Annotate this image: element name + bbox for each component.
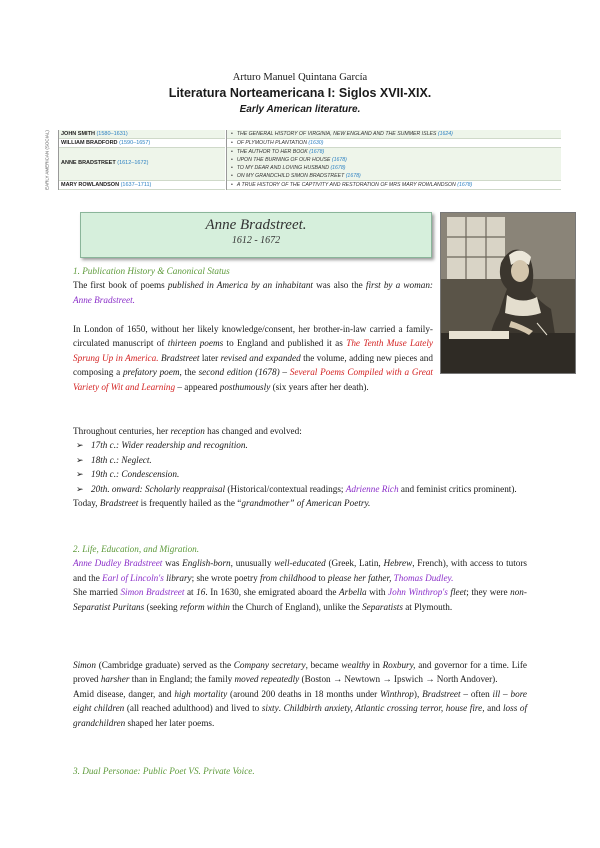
work-row <box>227 130 561 139</box>
section-2-family <box>73 658 527 730</box>
paragraph: In London of 1650, without her likely knowledge/consent, her brother-in-law carried a family-circulated manuscript of thirteen poems to England and published it as The Tenth Muse Lately Sprung Up in America. Bradstreet later revised and expanded the volume, adding new pieces and composing a prefatory poem, the second edition (1678) – Several Poems Compiled with a Great Variety of Wit and Learning – appeared posthumously (six years after her death). <box>73 324 434 392</box>
author-row <box>59 139 225 148</box>
portrait-illustration <box>441 213 575 373</box>
work-row <box>227 139 561 148</box>
author-row <box>59 181 225 190</box>
paragraph: Amid disease, danger, and high mortality (around 200 deaths in 18 months under Winthrop), Bradstreet – often ill – bore eight children (all reached adulthood) and lived to sixty. Childbirth anxiety, Atlantic crossing terror, house fire, and loss of grandchildren shaped her later poems. <box>73 688 528 728</box>
syllabus-works <box>226 130 561 190</box>
author-name-cell: MARY ROWLANDSON (1637–1711) <box>61 182 152 188</box>
section-heading: 1. Publication History & Canonical Status <box>73 266 230 276</box>
work-item: • THE AUTHOR TO HER BOOK (1678) <box>231 149 325 155</box>
portrait-engraving <box>440 212 576 374</box>
paragraph: Today, Bradstreet is frequently hailed as the “grandmother” of American Poetry. <box>73 498 371 509</box>
section-1-publication <box>73 322 433 394</box>
author-row <box>59 148 225 181</box>
syllabus-vertical-label: EARLY AMERICAN (SOCIAL) <box>44 130 50 190</box>
author-name-cell: WILLIAM BRADFORD (1590–1657) <box>61 140 151 146</box>
paragraph: Simon (Cambridge graduate) served as the Company secretary, became wealthy in Roxbury, and governor for a time. Life proved harsher than in England; the family moved repeatedly (Boston → Newtown → Ipswich → North Andover). <box>73 660 527 685</box>
list-item: ➢ 20th. onward: Scholarly reappraisal (Historical/contextual readings; Adrienne Rich and feminist critics prominent). <box>76 483 517 494</box>
section-1-reception <box>73 424 527 510</box>
author-lifespan: 1612 - 1672 <box>231 235 281 246</box>
course-title: Literatura Norteamericana I: Siglos XVII-XIX. <box>168 86 432 100</box>
work-row <box>227 181 561 190</box>
paragraph: Anne Dudley Bradstreet was English-born, unusually well-educated (Greek, Latin, Hebrew, French), with access to tutors and the Earl of Lincoln's library; she wrote poetry from childhood to please her father, Thomas Dudley. <box>73 558 527 583</box>
syllabus-table <box>40 130 560 190</box>
author-title-box <box>80 212 432 258</box>
work-item: • ON MY GRANDCHILD SIMON BRADSTREET (1678) <box>231 173 361 179</box>
section-1 <box>73 264 433 307</box>
course-subtitle: Early American literature. <box>239 104 361 115</box>
section-heading: 3. Dual Personae: Public Poet VS. Private Voice. <box>73 766 255 776</box>
paragraph: She married Simon Bradstreet at 16. In 1630, she emigrated aboard the Arbella with John Winthrop's fleet; they were non-Separatist Puritans (seeking reform within the Church of England), unlike the Separatists at Plymouth. <box>73 587 527 612</box>
list-item: ➢ 19th c.: Condescension. <box>76 469 180 480</box>
author-row <box>59 130 225 139</box>
work-row <box>227 148 561 181</box>
author-name-cell: JOHN SMITH (1580–1631) <box>61 131 128 137</box>
author-name-cell: ANNE BRADSTREET (1612–1672) <box>61 160 149 166</box>
list-item: ➢ 17th c.: Wider readership and recognition. <box>76 440 248 451</box>
syllabus-authors <box>58 130 225 190</box>
paragraph: The first book of poems published in America by an inhabitant was also the first by a woman: Anne Bradstreet. <box>73 280 433 305</box>
work-item: • A TRUE HISTORY OF THE CAPTIVITY AND RESTORATION OF MRS MARY ROWLANDSON (1678) <box>231 182 473 188</box>
list-item: ➢ 18th c.: Neglect. <box>76 454 152 465</box>
work-item: • THE GENERAL HISTORY OF VIRGINIA, NEW ENGLAND AND THE SUMMER ISLES (1624) <box>231 131 453 137</box>
paragraph: Throughout centuries, her reception has changed and evolved: <box>73 426 302 436</box>
work-item: • OF PLYMOUTH PLANTATION (1630) <box>231 140 324 146</box>
section-heading: 2. Life, Education, and Migration. <box>73 544 200 554</box>
section-2 <box>73 542 527 614</box>
work-item: • UPON THE BURNING OF OUR HOUSE (1678) <box>231 157 347 163</box>
author-name: Arturo Manuel Quintana García <box>232 72 368 83</box>
work-item: • TO MY DEAR AND LOVING HUSBAND (1678) <box>231 165 346 171</box>
reception-list <box>73 438 527 496</box>
section-3 <box>73 764 527 778</box>
author-title: Anne Bradstreet. <box>205 217 307 233</box>
